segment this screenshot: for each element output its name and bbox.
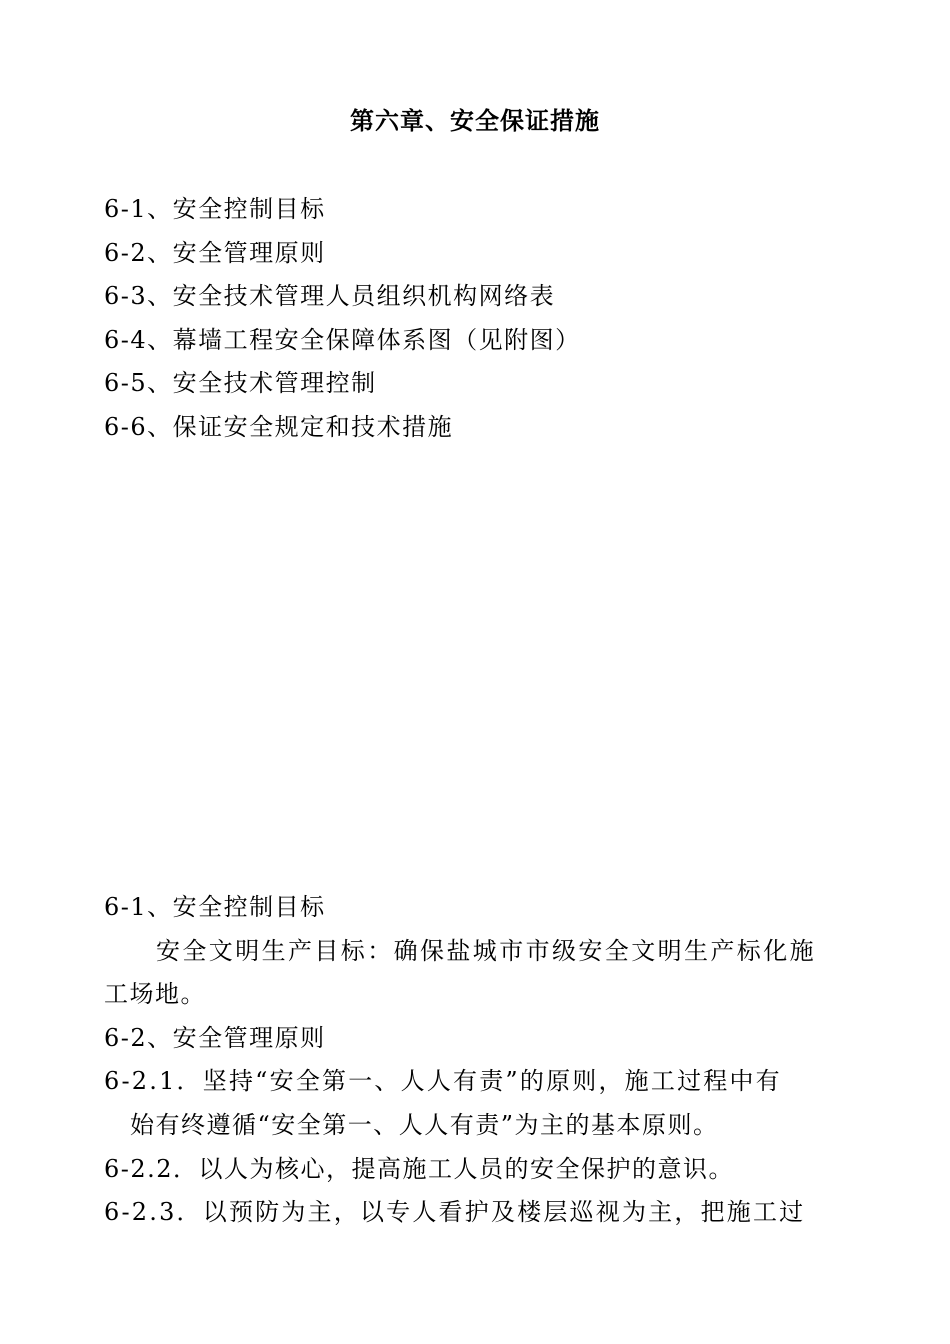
paragraph-line: 工场地。 [104, 980, 206, 1009]
page-title: 第六章、安全保证措施 [350, 107, 600, 135]
toc-item-6-2: 6-2、安全管理原则 [104, 238, 326, 267]
toc-item-6-6: 6-6、保证安全规定和技术措施 [104, 412, 454, 441]
section-heading-6-1: 6-1、安全控制目标 [104, 893, 326, 921]
list-item-6-2-1-cont: 始有终遵循“安全第一、人人有责”为主的基本原则。 [130, 1110, 719, 1139]
body-text [104, 888, 846, 1237]
list-item-6-2-3: 6-2.3．以预防为主，以专人看护及楼层巡视为主，把施工过 [104, 1198, 806, 1227]
table-of-contents [104, 190, 864, 452]
list-item-6-2-2: 6-2.2．以人为核心，提高施工人员的安全保护的意识。 [104, 1154, 735, 1183]
toc-item-6-1: 6-1、安全控制目标 [104, 195, 326, 223]
section-heading-6-2: 6-2、安全管理原则 [104, 1023, 326, 1052]
paragraph-line: 安全文明生产目标：确保盐城市市级安全文明生产标化施 [156, 936, 816, 965]
toc-item-6-4: 6-4、幕墙工程安全保障体系图（见附图） [104, 325, 581, 354]
toc-item-6-3: 6-3、安全技术管理人员组织机构网络表 [104, 282, 556, 311]
list-item-6-2-1: 6-2.1．坚持“安全第一、人人有责”的原则，施工过程中有 [104, 1067, 782, 1096]
toc-item-6-5: 6-5、安全技术管理控制 [104, 369, 377, 398]
